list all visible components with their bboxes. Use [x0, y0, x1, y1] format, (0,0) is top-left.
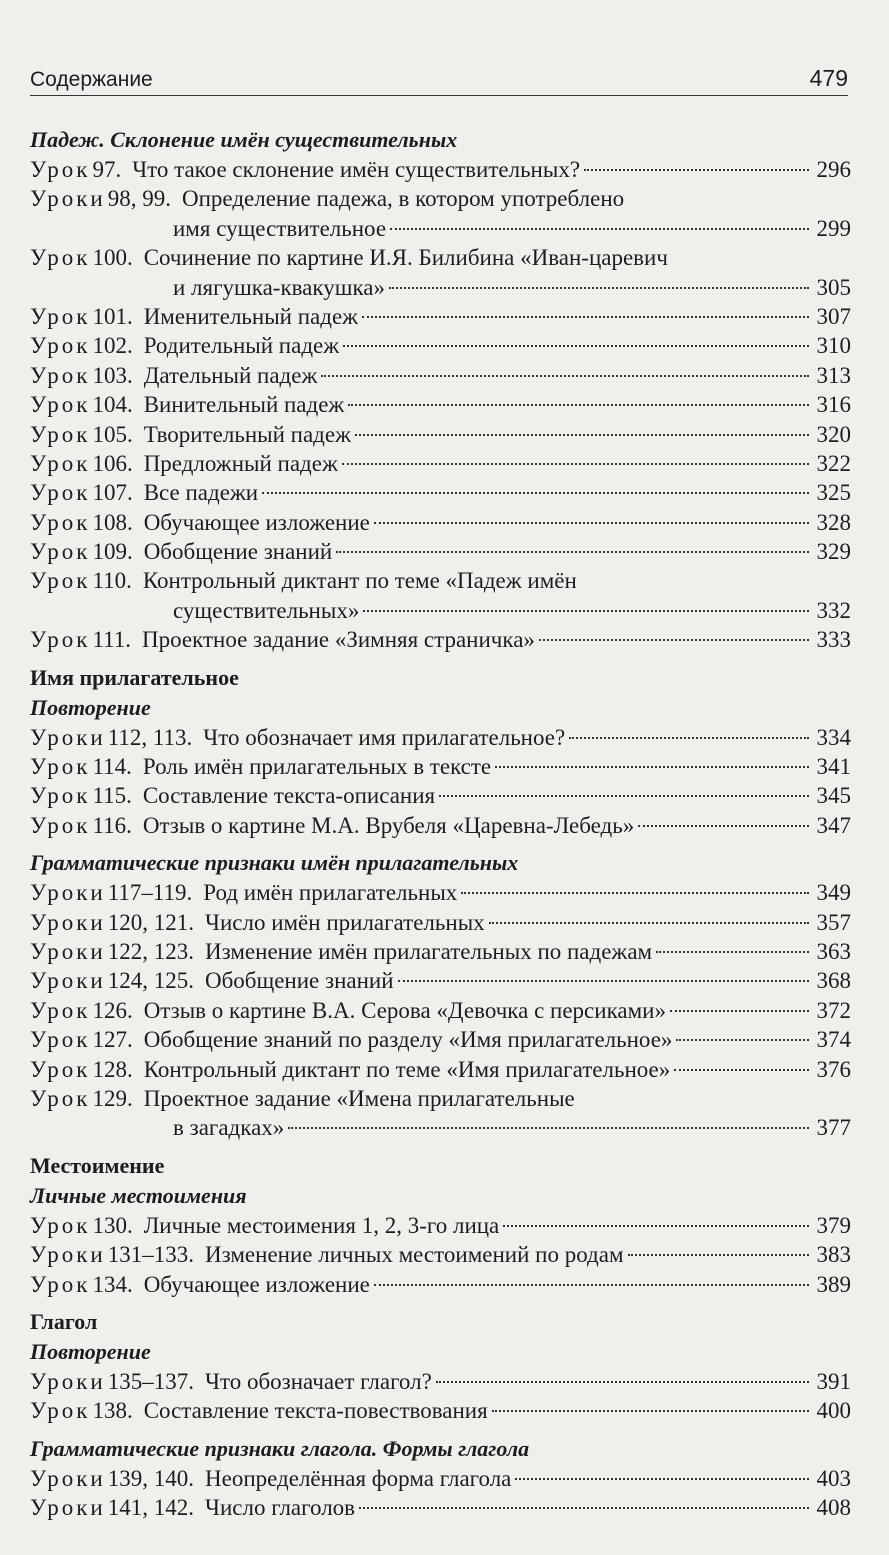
lesson-number: 105.	[92, 421, 133, 447]
dot-leader	[389, 287, 809, 289]
lesson-title-continued: в загадках»	[173, 1115, 285, 1141]
lesson-number: 102.	[92, 333, 133, 359]
lesson-label: Урок	[30, 539, 91, 565]
toc-entry	[30, 420, 851, 449]
lesson-number: 141, 142.	[107, 1495, 194, 1521]
lesson-title-continued: существительных»	[173, 597, 360, 623]
toc-entry	[30, 1055, 851, 1084]
lesson-title: Обобщение знаний по разделу «Имя прилагательное»	[143, 1027, 673, 1053]
dot-leader	[515, 1478, 809, 1480]
dot-leader	[539, 639, 809, 641]
lesson-title: Проектное задание «Зимняя страничка»	[141, 627, 535, 653]
lesson-label: Урок	[30, 509, 91, 535]
page-number: 345	[816, 783, 851, 809]
page-number: 313	[816, 362, 851, 388]
dot-leader	[676, 1039, 809, 1041]
lesson-title: Что обозначает имя прилагательное?	[203, 724, 566, 750]
lesson-title: Родительный падеж	[143, 333, 340, 359]
dot-leader	[390, 228, 809, 230]
lesson-number: 116.	[92, 812, 132, 838]
toc-entry	[30, 537, 851, 566]
lesson-title: Что обозначает глагол?	[205, 1368, 432, 1394]
lesson-number: 115.	[92, 783, 132, 809]
toc-entry	[30, 1270, 851, 1299]
lesson-label: Урок	[30, 392, 91, 418]
lesson-number: 127.	[92, 1027, 133, 1053]
dot-leader	[569, 737, 809, 739]
lesson-label: Урок	[30, 362, 91, 388]
lesson-title: Составление текста-описания	[142, 783, 436, 809]
lesson-label: Урок	[30, 754, 91, 780]
toc-entry	[30, 331, 851, 360]
lesson-label: Урок	[30, 157, 91, 182]
toc-entry	[30, 937, 851, 966]
lesson-label: Урок	[30, 333, 91, 359]
dot-leader	[656, 951, 809, 953]
lesson-number: 122, 123.	[107, 938, 194, 964]
lesson-title: Роль имён прилагательных в тексте	[142, 754, 492, 780]
dot-leader	[439, 795, 809, 797]
lesson-number: 100.	[92, 245, 133, 271]
lesson-number: 128.	[92, 1056, 133, 1082]
page-number: 329	[816, 539, 851, 565]
lesson-number: 97.	[92, 157, 122, 182]
lesson-label: Урок	[30, 812, 91, 838]
dot-leader	[436, 1381, 809, 1383]
page-number: 307	[816, 303, 851, 329]
lesson-label: Урок	[30, 997, 91, 1023]
toc-entry-continuation	[30, 214, 851, 243]
page-number: 368	[816, 968, 851, 994]
dot-leader	[584, 169, 809, 171]
header-page-number: 479	[809, 65, 848, 91]
toc-entry	[30, 1464, 851, 1493]
page-number: 305	[816, 274, 851, 300]
dot-leader	[262, 492, 809, 494]
section-heading: Грамматические признаки глагола. Формы глагола	[30, 1435, 530, 1461]
toc-entry	[30, 478, 851, 507]
dot-leader	[343, 345, 809, 347]
lesson-title: Число имён прилагательных	[205, 909, 485, 935]
dot-leader	[628, 1254, 810, 1256]
lesson-title: Обобщение знаний	[143, 539, 333, 565]
lesson-label: Уроки	[30, 968, 106, 994]
page-number: 389	[816, 1271, 851, 1297]
lesson-label: Уроки	[30, 880, 106, 906]
lesson-title: Отзыв о картине В.А. Серова «Девочка с персиками»	[143, 997, 666, 1023]
dot-leader	[374, 522, 809, 524]
lesson-number: 109.	[92, 539, 133, 565]
lesson-number: 126.	[92, 997, 133, 1023]
toc-entry-continuation	[30, 596, 851, 625]
page-number: 316	[816, 392, 851, 418]
lesson-number: 107.	[92, 480, 133, 506]
dot-leader	[348, 404, 809, 406]
dot-leader	[670, 1010, 809, 1012]
toc-entry	[30, 155, 851, 184]
lesson-title: Неопределённая форма глагола	[205, 1465, 512, 1491]
lesson-title: Все падежи	[143, 480, 259, 506]
page-number: 377	[816, 1115, 851, 1141]
section-heading: Имя прилагательное	[30, 664, 239, 690]
dot-leader	[495, 766, 809, 768]
lesson-number: 114.	[92, 754, 132, 780]
lesson-number: 103.	[92, 362, 133, 388]
page-number: 299	[816, 215, 851, 241]
toc-entry	[30, 966, 851, 995]
toc-entry	[30, 390, 851, 419]
section-heading: Повторение	[30, 1338, 151, 1364]
lesson-title: Изменение имён прилагательных по падежам	[205, 938, 653, 964]
lesson-number: 129.	[92, 1085, 133, 1111]
lesson-title-continued: и лягушка-квакушка»	[173, 274, 385, 300]
dot-leader	[503, 1225, 809, 1227]
toc-entry	[30, 908, 851, 937]
lesson-title: Составление текста-повествования	[143, 1398, 488, 1424]
page-number: 333	[816, 627, 851, 653]
toc-entry	[30, 811, 851, 840]
toc-entry	[30, 566, 851, 595]
toc-entry	[30, 1084, 851, 1113]
page-number: 383	[816, 1242, 851, 1268]
lesson-title: Обобщение знаний	[205, 968, 394, 994]
lesson-label: Урок	[30, 568, 91, 594]
lesson-title-continued: имя существительное	[173, 215, 387, 241]
section-heading: Повторение	[30, 694, 151, 720]
toc-entry	[30, 752, 851, 781]
toc-entry-continuation	[30, 273, 851, 302]
lesson-title: Личные местоимения 1, 2, 3-го лица	[143, 1212, 500, 1238]
toc-entry	[30, 723, 851, 752]
page-number: 347	[816, 812, 851, 838]
toc-entry	[30, 781, 851, 810]
lesson-title: Контрольный диктант по теме «Имя прилагательное»	[143, 1056, 671, 1082]
lesson-label: Урок	[30, 1027, 91, 1053]
section-heading: Личные местоимения	[30, 1182, 247, 1208]
dot-leader	[362, 316, 809, 318]
lesson-number: 135–137.	[107, 1368, 194, 1394]
lesson-number: 110.	[92, 568, 132, 594]
lesson-title: Именительный падеж	[143, 303, 359, 329]
lesson-title: Сочинение по картине И.Я. Билибина «Иван-царевич	[143, 245, 668, 271]
running-header	[30, 66, 848, 96]
page-number: 363	[816, 938, 851, 964]
lesson-number: 131–133.	[107, 1242, 194, 1268]
toc-entry	[30, 1240, 851, 1269]
lesson-number: 130.	[92, 1212, 133, 1238]
lesson-title: Изменение личных местоимений по родам	[205, 1242, 624, 1268]
toc-entry	[30, 243, 851, 272]
toc-entry	[30, 1367, 851, 1396]
dot-leader	[355, 434, 809, 436]
lesson-title: Предложный падеж	[143, 450, 338, 476]
lesson-label: Урок	[30, 480, 91, 506]
dot-leader	[336, 551, 809, 553]
lesson-label: Урок	[30, 1398, 91, 1424]
page-number: 379	[816, 1212, 851, 1238]
lesson-label: Урок	[30, 421, 91, 447]
dot-leader	[674, 1069, 809, 1071]
page-number: 332	[816, 597, 851, 623]
lesson-number: 111.	[92, 627, 131, 653]
toc-entry	[30, 508, 851, 537]
page-number: 328	[816, 509, 851, 535]
dot-leader	[363, 610, 809, 612]
page-number: 400	[816, 1398, 851, 1424]
lesson-number: 106.	[92, 450, 133, 476]
page-number: 349	[816, 880, 851, 906]
dot-leader	[398, 980, 809, 982]
toc-entry	[30, 996, 851, 1025]
toc-entry	[30, 1493, 851, 1522]
dot-leader	[374, 1284, 809, 1286]
dot-leader	[489, 922, 809, 924]
lesson-title: Обучающее изложение	[143, 509, 370, 535]
lesson-number: 120, 121.	[107, 909, 194, 935]
dot-leader	[461, 892, 809, 894]
toc-entry	[30, 302, 851, 331]
lesson-title: Отзыв о картине М.А. Врубеля «Царевна-Лебедь»	[142, 812, 635, 838]
toc-entry	[30, 625, 851, 654]
lesson-number: 101.	[92, 303, 133, 329]
lesson-title: Дательный падеж	[143, 362, 318, 388]
lesson-title: Род имён прилагательных	[203, 880, 458, 906]
lesson-number: 117–119.	[107, 880, 193, 906]
lesson-number: 108.	[92, 509, 133, 535]
dot-leader	[492, 1410, 809, 1412]
page-number: 403	[816, 1465, 851, 1491]
toc-entry	[30, 449, 851, 478]
lesson-number: 112, 113.	[107, 724, 193, 750]
page-number: 296	[816, 157, 851, 182]
lesson-label: Уроки	[30, 938, 106, 964]
lesson-number: 134.	[92, 1271, 133, 1297]
section-heading: Падеж. Склонение имён существительных	[30, 127, 458, 152]
toc-entry	[30, 878, 851, 907]
page-number: 341	[816, 754, 851, 780]
lesson-label: Уроки	[30, 724, 106, 750]
lesson-number: 98, 99.	[107, 186, 171, 212]
lesson-label: Урок	[30, 1212, 91, 1238]
lesson-label: Уроки	[30, 1242, 106, 1268]
dot-leader	[342, 463, 809, 465]
page-number: 391	[816, 1368, 851, 1394]
toc-entry	[30, 361, 851, 390]
toc-entry	[30, 1211, 851, 1240]
lesson-label: Уроки	[30, 909, 106, 935]
lesson-title: Определение падежа, в котором употреблено	[182, 186, 625, 212]
section-heading: Местоимение	[30, 1152, 165, 1178]
dot-leader	[288, 1127, 809, 1129]
page-number: 408	[816, 1495, 851, 1521]
lesson-label: Уроки	[30, 186, 106, 212]
lesson-label: Урок	[30, 450, 91, 476]
table-of-contents	[30, 125, 851, 1522]
lesson-title: Винительный падеж	[143, 392, 345, 418]
header-title: Содержание	[30, 68, 153, 91]
dot-leader	[638, 825, 809, 827]
lesson-number: 138.	[92, 1398, 133, 1424]
toc-entry	[30, 1025, 851, 1054]
page-number: 334	[816, 724, 851, 750]
lesson-number: 104.	[92, 392, 133, 418]
page-number: 372	[816, 997, 851, 1023]
page-number: 376	[816, 1056, 851, 1082]
lesson-label: Уроки	[30, 1368, 106, 1394]
dot-leader	[359, 1507, 809, 1509]
lesson-title: Проектное задание «Имена прилагательные	[143, 1085, 575, 1111]
page-number: 310	[816, 333, 851, 359]
lesson-number: 124, 125.	[107, 968, 194, 994]
lesson-label: Урок	[30, 1085, 91, 1111]
lesson-title: Обучающее изложение	[143, 1271, 370, 1297]
section-heading: Грамматические признаки имён прилагательных	[30, 850, 519, 876]
lesson-number: 139, 140.	[107, 1465, 194, 1491]
lesson-title: Число глаголов	[205, 1495, 356, 1521]
lesson-label: Урок	[30, 1271, 91, 1297]
lesson-label: Урок	[30, 783, 91, 809]
page-number: 325	[816, 480, 851, 506]
page-number: 322	[816, 450, 851, 476]
lesson-label: Урок	[30, 1056, 91, 1082]
toc-entry	[30, 1396, 851, 1425]
lesson-title: Что такое склонение имён существительных?	[132, 157, 581, 182]
toc-entry-continuation	[30, 1113, 851, 1142]
page-number: 374	[816, 1027, 851, 1053]
toc-entry	[30, 184, 851, 213]
section-heading: Глагол	[30, 1308, 98, 1334]
lesson-label: Урок	[30, 245, 91, 271]
page-number: 320	[816, 421, 851, 447]
lesson-label: Урок	[30, 303, 91, 329]
page-number: 357	[816, 909, 851, 935]
dot-leader	[321, 375, 809, 377]
lesson-label: Уроки	[30, 1495, 106, 1521]
lesson-title: Творительный падеж	[143, 421, 351, 447]
lesson-label: Уроки	[30, 1465, 106, 1491]
lesson-label: Урок	[30, 627, 91, 653]
lesson-title: Контрольный диктант по теме «Падеж имён	[142, 568, 577, 594]
